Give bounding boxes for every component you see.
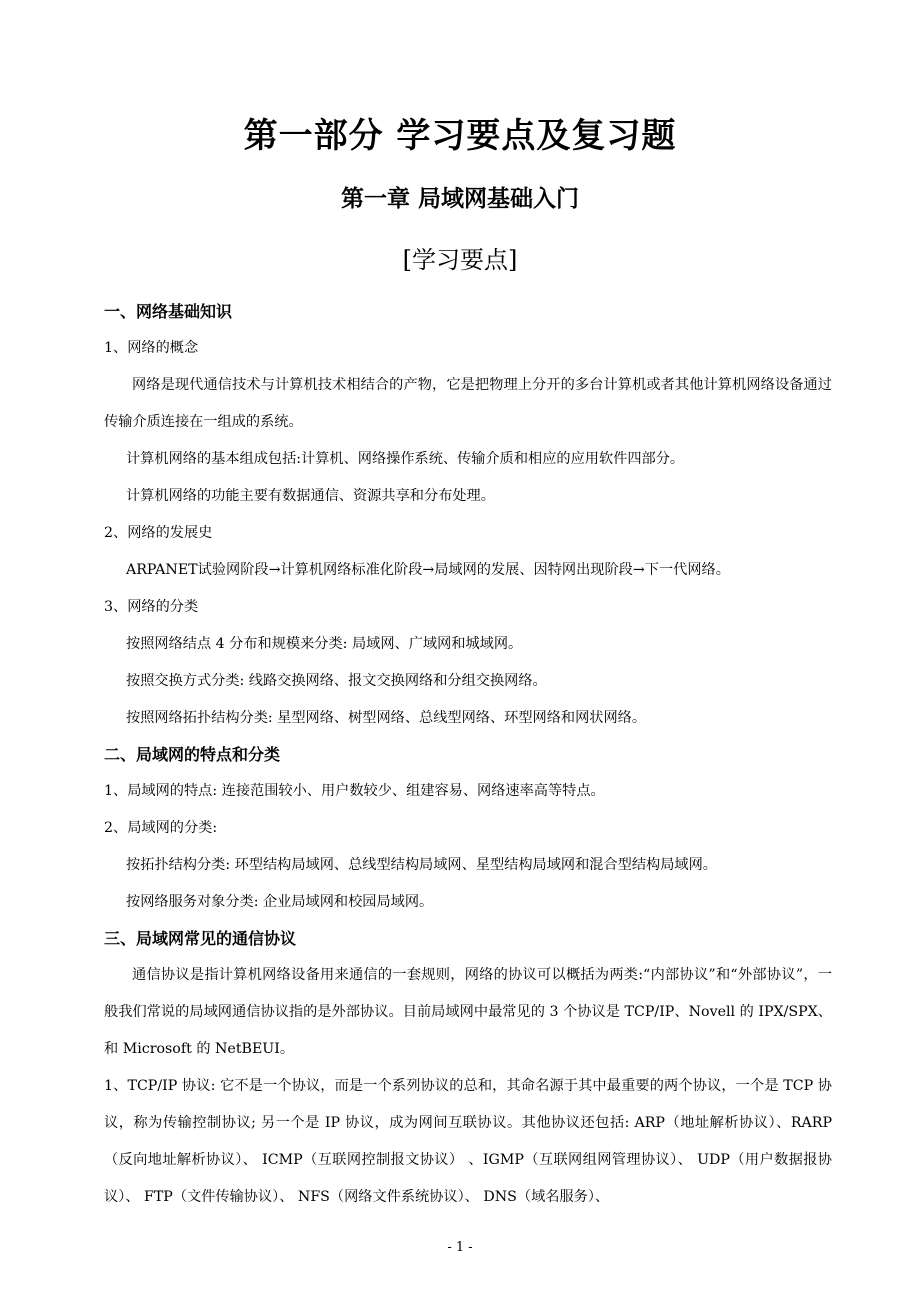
paragraph: 计算机网络的基本组成包括:计算机、网络操作系统、传输介质和相应的应用软件四部分。 xyxy=(126,451,685,467)
section-heading: 一、网络基础知识 xyxy=(104,302,233,321)
section-label: [学习要点] xyxy=(402,246,518,274)
paragraph: 按拓扑结构分类: 环型结构局域网、总线型结构局域网、星型结构局域网和混合型结构局域网。 xyxy=(126,857,717,873)
section-heading: 二、局域网的特点和分类 xyxy=(104,745,281,764)
part-title: 第一部分 学习要点及复习题 xyxy=(243,116,677,156)
chapter-title: 第一章 局域网基础入门 xyxy=(340,185,579,212)
paragraph: 按照网络结点 4 分布和规模来分类: 局域网、广域网和城域网。 xyxy=(126,636,523,652)
subsection-label: 3、网络的分类 xyxy=(104,599,199,615)
document-body xyxy=(104,294,832,1216)
subsection-label: 2、网络的发展史 xyxy=(104,525,213,541)
paragraph: 按照网络拓扑结构分类: 星型网络、树型网络、总线型网络、环型网络和网状网络。 xyxy=(126,710,647,726)
paragraph: 1、TCP/IP 协议: 它不是一个协议，而是一个系列协议的总和，其命名源于其中最重要的两个协议，一个是 TCP 协议，称为传输控制协议; 另一个是 IP 协议，成为网间互联协议。其他协议还包括: ARP（地址解析协议）、RARP（反向地址解析协议）、 ICMP（互联网控制报文协议） 、IGMP（互联网组网管理协议）、 UDP（用户数据报协议）、 FTP（文件传输协议）、 NFS（网络文件系统协议）、 DNS（域名服务）、 xyxy=(104,1078,832,1205)
section-heading: 三、局域网常见的通信协议 xyxy=(104,929,297,948)
paragraph: 按照交换方式分类: 线路交换网络、报文交换网络和分组交换网络。 xyxy=(126,673,547,689)
paragraph: ARPANET试验网阶段→计算机网络标准化阶段→局域网的发展、因特网出现阶段→下一代网络。 xyxy=(126,562,730,578)
paragraph: 按网络服务对象分类: 企业局域网和校园局域网。 xyxy=(126,894,434,910)
paragraph: 计算机网络的功能主要有数据通信、资源共享和分布处理。 xyxy=(126,488,495,504)
subsection-label: 2、局域网的分类: xyxy=(104,820,218,836)
paragraph: 通信协议是指计算机网络设备用来通信的一套规则，网络的协议可以概括为两类:“内部协议”和“外部协议”，一般我们常说的局域网通信协议指的是外部协议。目前局域网中最常见的 3 个协议是 TCP/IP、Novell 的 IPX/SPX、和 Microsoft 的 NetBEUI。 xyxy=(104,967,832,1057)
page-number: - 1 - xyxy=(447,1240,473,1255)
subsection-label: 1、网络的概念 xyxy=(104,340,199,356)
subsection-label: 1、局域网的特点: 连接范围较小、用户数较少、组建容易、网络速率高等特点。 xyxy=(104,783,605,799)
paragraph: 网络是现代通信技术与计算机技术相结合的产物，它是把物理上分开的多台计算机或者其他计算机网络设备通过传输介质连接在一组成的系统。 xyxy=(104,377,832,430)
